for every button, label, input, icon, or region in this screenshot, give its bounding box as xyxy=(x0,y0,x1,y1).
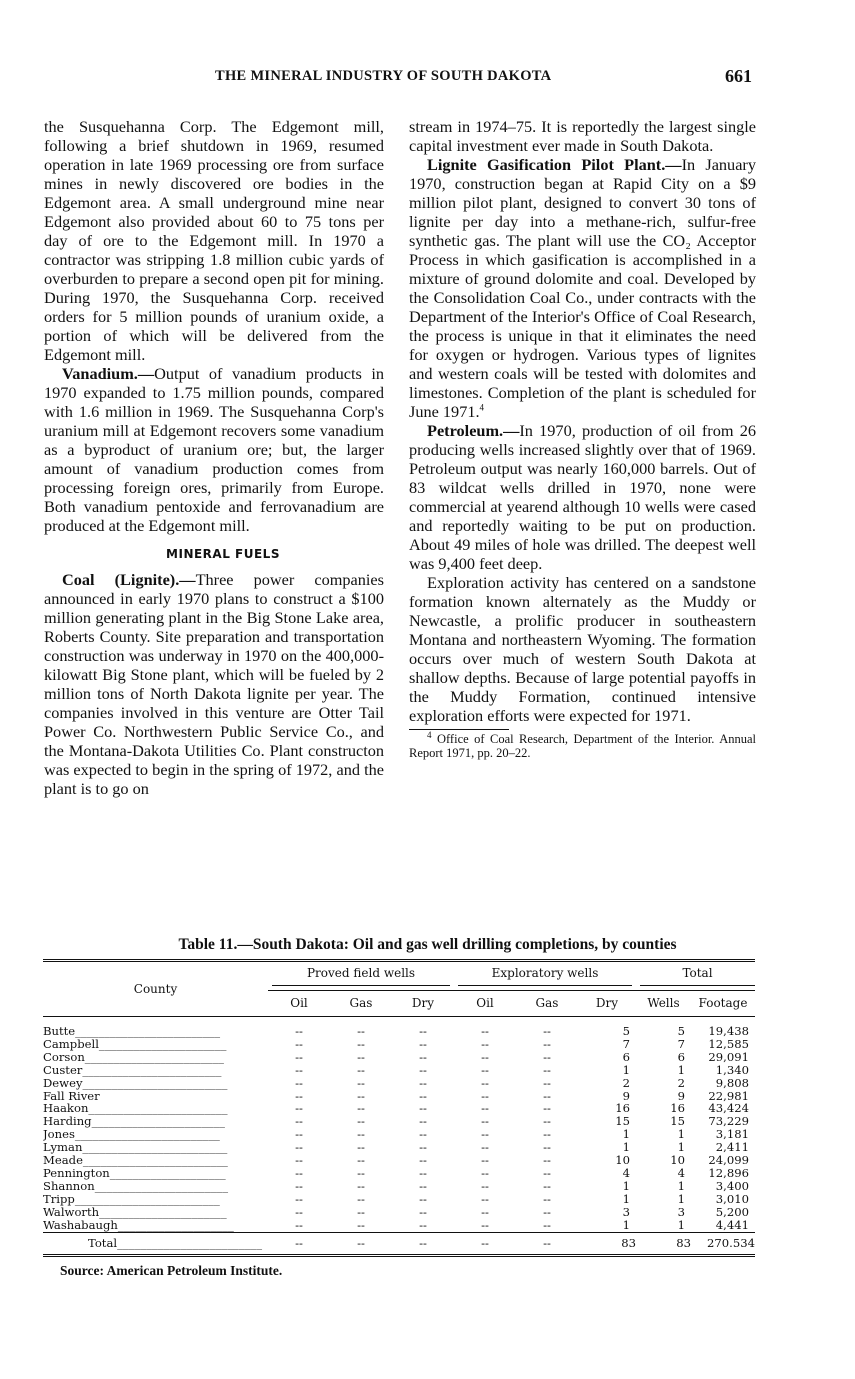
value-cell: -- xyxy=(454,1232,516,1255)
value-cell: -- xyxy=(543,1114,551,1129)
value-cell: -- xyxy=(357,1178,365,1193)
value-cell: -- xyxy=(543,1191,551,1206)
value-cell: 16 xyxy=(615,1101,630,1116)
county-cell: Custer________________________ xyxy=(43,1063,222,1077)
value-cell: -- xyxy=(419,1114,427,1129)
value-cell: -- xyxy=(295,1127,303,1142)
value-cell: -- xyxy=(295,1062,303,1077)
table-row xyxy=(43,1193,755,1206)
value-cell: -- xyxy=(481,1024,489,1038)
value-cell: -- xyxy=(481,1088,489,1103)
header-proved: Proved field wells xyxy=(268,961,454,991)
value-cell: 4,441 xyxy=(715,1217,749,1232)
value-cell: -- xyxy=(357,1127,365,1142)
value-cell: -- xyxy=(419,1178,427,1193)
value-cell: -- xyxy=(481,1062,489,1077)
value-cell: -- xyxy=(543,1178,551,1193)
county-cell: Jones_________________________ xyxy=(43,1128,220,1142)
county-cell: Butte_________________________ xyxy=(43,1024,221,1038)
value-cell: -- xyxy=(357,1140,365,1155)
page-number: 661 xyxy=(725,66,752,86)
table-total-row xyxy=(43,1232,755,1255)
paragraph-body: In January 1970, construction began at Rapid City on a $9 million pilot plant, designed to convert 30 tons of lignite per day into a methane-rich, sulfur-free synthetic gas. The plant will use the CO₂ Acceptor Process in which gasification is accomplished in a mixture of ground dolomite and coal. Developed by the Consolidation Coal Co., under contracts with the Department of the Interior's Office of Coal Research, the process is unique in that it eliminates the need for oxygen or hydrogen. Various types of lignites and western coals will be tested with dolomites and limestones. Completion of the plant is scheduled for June 1971. xyxy=(409,155,756,421)
value-cell: -- xyxy=(357,1217,365,1232)
county-cell: Harding_______________________ xyxy=(43,1115,225,1129)
value-cell: 73,229 xyxy=(708,1114,749,1129)
value-cell: 1 xyxy=(622,1191,630,1206)
value-cell: -- xyxy=(419,1140,427,1155)
table-row xyxy=(43,1051,755,1064)
header-gas: Gas xyxy=(330,991,392,1017)
value-cell: 2 xyxy=(622,1075,630,1090)
value-cell: -- xyxy=(357,1088,365,1103)
value-cell: -- xyxy=(295,1153,303,1168)
value-cell: -- xyxy=(330,1232,392,1255)
table-row xyxy=(43,1154,755,1167)
paragraph-petroleum xyxy=(409,421,756,573)
paragraph: Exploration activity has centered on a sandstone formation known alternately as the Muddy or Newcastle, a prolific producer in southeastern Montana and northeastern Wyoming. The formation occurs over much of western South Dakota at shallow depths. Because of large potential payoffs in the Muddy Formation, continued intensive exploration efforts were expected for 1971. xyxy=(409,573,756,725)
value-cell: -- xyxy=(295,1024,303,1038)
right-column xyxy=(409,117,756,760)
value-cell: -- xyxy=(357,1204,365,1219)
county-cell: Pennington____________________ xyxy=(43,1166,226,1180)
value-cell: 10 xyxy=(615,1153,630,1168)
value-cell: -- xyxy=(295,1217,303,1232)
value-cell: -- xyxy=(481,1049,489,1064)
value-cell: -- xyxy=(357,1075,365,1090)
paragraph-body: Output of vanadium products in 1970 expanded to 1.75 million pounds, compared with 1.6 million in 1969. The Susquehanna Corp's uranium mill at Edgemont recovers some vanadium as a byproduct of uranium ore; but, the larger amount of vanadium production comes from processing foreign ores, primarily from Europe. Both vanadium pentoxide and ferrovanadium are produced at the Edgemont mill. xyxy=(44,364,384,535)
value-cell: 83 xyxy=(578,1232,636,1255)
table-row xyxy=(43,1180,755,1193)
table-row xyxy=(43,1219,755,1232)
value-cell: -- xyxy=(543,1062,551,1077)
table-title: Table 11.—South Dakota: Oil and gas well drilling completions, by counties xyxy=(178,936,677,953)
table-row xyxy=(43,1064,755,1077)
running-header: THE MINERAL INDUSTRY OF SOUTH DAKOTA xyxy=(215,68,552,84)
paragraph-heading: Coal (Lignite).— xyxy=(62,570,196,589)
value-cell: 29,091 xyxy=(708,1049,749,1064)
value-cell: 1 xyxy=(622,1062,630,1077)
value-cell: -- xyxy=(357,1114,365,1129)
left-column xyxy=(44,117,384,798)
value-cell: -- xyxy=(295,1191,303,1206)
value-cell: -- xyxy=(419,1153,427,1168)
value-cell: -- xyxy=(295,1114,303,1129)
county-cell: Corson________________________ xyxy=(43,1050,224,1064)
county-cell: Shannon_______________________ xyxy=(43,1179,229,1193)
value-cell: 12,585 xyxy=(708,1036,749,1051)
paragraph-coal xyxy=(44,570,384,798)
table-row xyxy=(43,1141,755,1154)
value-cell: -- xyxy=(543,1217,551,1232)
value-cell: 15 xyxy=(615,1114,630,1129)
header-footage: Footage xyxy=(691,991,755,1017)
value-cell: -- xyxy=(357,1101,365,1116)
value-cell: 9 xyxy=(677,1088,685,1103)
value-cell: 9,808 xyxy=(715,1075,749,1090)
county-cell: Tripp_________________________ xyxy=(43,1192,220,1206)
value-cell: -- xyxy=(481,1075,489,1090)
value-cell: -- xyxy=(419,1062,427,1077)
table-row xyxy=(43,1017,755,1038)
value-cell: 1 xyxy=(622,1217,630,1232)
value-cell: 43,424 xyxy=(708,1101,749,1116)
value-cell: 3,400 xyxy=(715,1178,749,1193)
table-row xyxy=(43,1077,755,1090)
county-cell: Campbell______________________ xyxy=(43,1037,227,1051)
value-cell: -- xyxy=(481,1114,489,1129)
value-cell: 3,181 xyxy=(715,1127,749,1142)
footnote xyxy=(409,729,756,760)
value-cell: -- xyxy=(295,1140,303,1155)
paragraph-heading: Petroleum.— xyxy=(427,421,520,440)
value-cell: -- xyxy=(543,1088,551,1103)
value-cell: 1 xyxy=(622,1140,630,1155)
value-cell: 9 xyxy=(622,1088,630,1103)
value-cell: -- xyxy=(419,1204,427,1219)
value-cell: 7 xyxy=(677,1036,685,1051)
county-cell: Meade_________________________ xyxy=(43,1154,228,1167)
value-cell: 1 xyxy=(677,1062,685,1077)
value-cell: 4 xyxy=(677,1165,685,1180)
value-cell: -- xyxy=(481,1101,489,1116)
value-cell: 3 xyxy=(622,1204,630,1219)
value-cell: -- xyxy=(419,1165,427,1180)
value-cell: 5 xyxy=(622,1024,630,1038)
value-cell: -- xyxy=(419,1049,427,1064)
value-cell: 3 xyxy=(677,1204,685,1219)
value-cell: -- xyxy=(543,1049,551,1064)
header-county: County xyxy=(43,961,268,1017)
county-cell: Haakon________________________ xyxy=(43,1102,228,1116)
table-row xyxy=(43,1038,755,1051)
value-cell: 1 xyxy=(677,1178,685,1193)
value-cell: -- xyxy=(357,1062,365,1077)
value-cell: -- xyxy=(481,1036,489,1051)
value-cell: -- xyxy=(419,1101,427,1116)
footnote-text: Office of Coal Research, Department of the Interior. Annual Report 1971, pp. 20–22. xyxy=(409,732,756,760)
value-cell: 83 xyxy=(636,1232,691,1255)
footnote-divider xyxy=(409,729,509,730)
value-cell: -- xyxy=(295,1204,303,1219)
value-cell: -- xyxy=(481,1204,489,1219)
value-cell: -- xyxy=(295,1165,303,1180)
value-cell: -- xyxy=(543,1075,551,1090)
value-cell: -- xyxy=(516,1232,578,1255)
value-cell: -- xyxy=(481,1140,489,1155)
section-heading: MINERAL FUELS xyxy=(166,547,280,561)
table-row xyxy=(43,1102,755,1115)
value-cell: -- xyxy=(481,1153,489,1168)
paragraph-body: In 1970, production of oil from 26 producing wells increased slightly over that of 1969. Petroleum output was nearly 160,000 barrels. Out of 83 wildcat wells drilled in 1970, none were commercial at yearend although 10 wells were cased and reportedly waiting to be put on production. About 49 miles of hole was drilled. The deepest well was 9,400 feet deep. xyxy=(409,421,756,573)
value-cell: -- xyxy=(419,1075,427,1090)
value-cell: 1 xyxy=(622,1178,630,1193)
value-cell: -- xyxy=(419,1217,427,1232)
paragraph: the Susquehanna Corp. The Edgemont mill, following a brief shutdown in 1969, resumed operation in late 1969 processing ore from surface mines in newly discovered ore bodies in the Edgemont area. A small underground mine near Edgemont also provided about 60 to 75 tons per day of ore to the Edgemont mill. In 1970 a contractor was stripping 1.8 million cubic yards of overburden to prepare a second open pit for mining. During 1970, the Susquehanna Corp. received orders for 5 million pounds of uranium oxide, a portion of which will be delivered from the Edgemont mill. xyxy=(44,117,384,364)
table-row xyxy=(43,1128,755,1141)
paragraph: stream in 1974–75. It is reportedly the largest single capital investment ever made in South Dakota. xyxy=(409,117,756,155)
county-cell: Fall River____________________ xyxy=(43,1089,216,1103)
value-cell: 24,099 xyxy=(708,1153,749,1168)
county-cell: Washabaugh____________________ xyxy=(43,1218,234,1232)
value-cell: 15 xyxy=(670,1114,685,1129)
value-cell: 6 xyxy=(622,1049,630,1064)
value-cell: -- xyxy=(543,1153,551,1168)
value-cell: 2 xyxy=(677,1075,685,1090)
footnote-number: 4 xyxy=(427,729,432,740)
value-cell: 10 xyxy=(670,1153,685,1168)
value-cell: 3,010 xyxy=(715,1191,749,1206)
value-cell: -- xyxy=(295,1178,303,1193)
value-cell: -- xyxy=(419,1191,427,1206)
value-cell: 1 xyxy=(677,1217,685,1232)
table-row xyxy=(43,1206,755,1219)
value-cell: 12,896 xyxy=(708,1165,749,1180)
header-oil: Oil xyxy=(268,991,330,1017)
county-cell: Walworth______________________ xyxy=(43,1205,227,1219)
value-cell: 1 xyxy=(677,1191,685,1206)
value-cell: -- xyxy=(295,1049,303,1064)
value-cell: -- xyxy=(481,1178,489,1193)
value-cell: -- xyxy=(543,1024,551,1038)
drilling-table xyxy=(43,959,755,1257)
value-cell: -- xyxy=(357,1036,365,1051)
value-cell: 4 xyxy=(622,1165,630,1180)
value-cell: -- xyxy=(481,1191,489,1206)
value-cell: -- xyxy=(295,1101,303,1116)
value-cell: -- xyxy=(481,1165,489,1180)
county-cell: Total_________________________ xyxy=(43,1232,268,1255)
value-cell: -- xyxy=(419,1036,427,1051)
header-wells: Wells xyxy=(636,991,691,1017)
table-row xyxy=(43,1167,755,1180)
value-cell: 7 xyxy=(622,1036,630,1051)
value-cell: -- xyxy=(543,1204,551,1219)
header-dry: Dry xyxy=(578,991,636,1017)
value-cell: 6 xyxy=(677,1049,685,1064)
header-total: Total xyxy=(636,961,755,991)
header-gas: Gas xyxy=(516,991,578,1017)
value-cell: -- xyxy=(357,1191,365,1206)
value-cell: -- xyxy=(357,1153,365,1168)
value-cell: 19,438 xyxy=(708,1024,749,1038)
table-row xyxy=(43,1090,755,1103)
paragraph-heading: Vanadium.— xyxy=(62,364,155,383)
header-dry: Dry xyxy=(392,991,454,1017)
value-cell: -- xyxy=(543,1165,551,1180)
value-cell: -- xyxy=(481,1127,489,1142)
table-row xyxy=(43,1115,755,1128)
value-cell: -- xyxy=(543,1101,551,1116)
county-cell: Lyman_________________________ xyxy=(43,1141,228,1155)
value-cell: -- xyxy=(392,1232,454,1255)
value-cell: -- xyxy=(357,1165,365,1180)
value-cell: -- xyxy=(357,1024,365,1038)
paragraph-body: Three power companies announced in early 1970 plans to construct a $100 million generating plant in the Big Stone Lake area, Roberts County. Site preparation and transportation construction was underway in 1970 on the 400,000-kilowatt Big Stone plant, which will be fueled by 2 million tons of North Dakota lignite per year. The companies involved in this venture are Otter Tail Power Co. Northwestern Public Service Co., and the Montana-Dakota Utilities Co. Plant constructon was expected to begin in the spring of 1972, and the plant is to go on xyxy=(44,570,384,798)
value-cell: 1 xyxy=(677,1127,685,1142)
county-cell: Dewey_________________________ xyxy=(43,1076,228,1090)
value-cell: -- xyxy=(419,1127,427,1142)
value-cell: -- xyxy=(268,1232,330,1255)
value-cell: -- xyxy=(543,1127,551,1142)
value-cell: 5 xyxy=(677,1024,685,1038)
table-source: Source: American Petroleum Institute. xyxy=(60,1263,283,1278)
paragraph-heading: Lignite Gasification Pilot Plant.— xyxy=(427,155,682,174)
value-cell: 1 xyxy=(622,1127,630,1142)
value-cell: 2,411 xyxy=(715,1140,749,1155)
paragraph-vanadium xyxy=(44,364,384,535)
value-cell: -- xyxy=(419,1088,427,1103)
value-cell: 16 xyxy=(670,1101,685,1116)
value-cell: 5,200 xyxy=(715,1204,749,1219)
paragraph-gasification xyxy=(409,155,756,421)
value-cell: 1,340 xyxy=(715,1062,749,1077)
value-cell: 270.534 xyxy=(691,1232,755,1255)
value-cell: -- xyxy=(481,1217,489,1232)
value-cell: -- xyxy=(419,1024,427,1038)
header-oil: Oil xyxy=(454,991,516,1017)
value-cell: 1 xyxy=(677,1140,685,1155)
value-cell: -- xyxy=(295,1036,303,1051)
value-cell: -- xyxy=(295,1075,303,1090)
value-cell: -- xyxy=(357,1049,365,1064)
value-cell: -- xyxy=(543,1036,551,1051)
value-cell: -- xyxy=(295,1088,303,1103)
footnote-ref[interactable]: 4 xyxy=(479,402,485,413)
value-cell: 22,981 xyxy=(708,1088,749,1103)
header-exploratory: Exploratory wells xyxy=(454,961,636,991)
value-cell: -- xyxy=(543,1140,551,1155)
